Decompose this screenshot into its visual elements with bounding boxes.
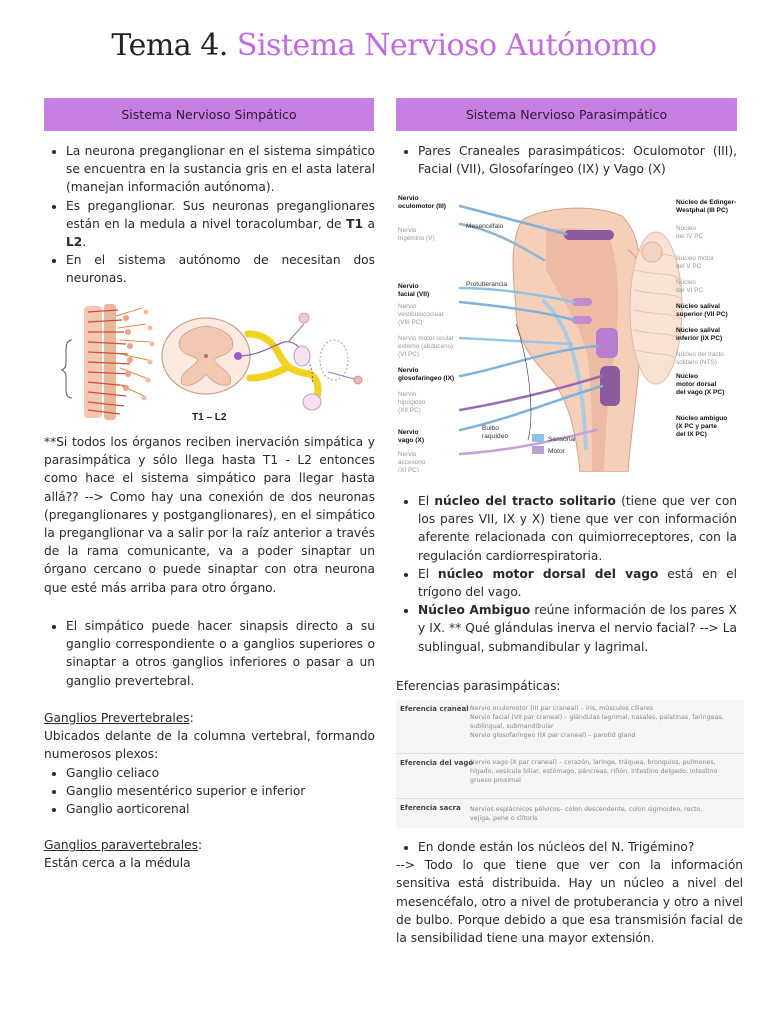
- table-row: [396, 753, 744, 798]
- text-pre: El: [418, 494, 435, 508]
- fig-right-label: Núcleo: [676, 373, 698, 380]
- text-pre: El: [418, 566, 438, 581]
- right-bullet-pares: [396, 142, 737, 178]
- fig-left-label: facial (VII): [398, 291, 430, 298]
- fig-left-label: (XI PC): [398, 467, 419, 472]
- title-topic: Sistema Nervioso Autónomo: [236, 28, 657, 63]
- fig-right-label: inferior (IX PC): [676, 335, 723, 342]
- term-ambiguo: Núcleo Ambiguo: [418, 603, 531, 618]
- para-text: Están cerca a la médula: [44, 856, 191, 871]
- para-colon: :: [197, 838, 203, 853]
- fig-right-label: Núcleo salival: [676, 303, 720, 310]
- bullet-neurona: • La neurona preganglionar en el sistema simpático se encuentra en la sustancia gris en el asta lateral (manejan información autónoma).: [66, 142, 375, 197]
- para-title: Ganglios paravertebrales: [44, 838, 198, 853]
- fig-left-label: Nervio: [398, 195, 419, 202]
- table-line: Nervio facial (VII par craneal) – glándulas lagrimal, nasales, palatinas, faringeas,: [470, 714, 724, 721]
- prev-item: • Ganglio celiaco: [66, 764, 375, 782]
- label-mesencefalo: Mesencéfalo: [466, 223, 504, 230]
- table-line: vejiga, pene o clítoris: [470, 815, 538, 822]
- bullet-tracto-solitario: [418, 492, 737, 565]
- fig-left-label: (XII PC): [398, 407, 421, 414]
- eferencias-title: Eferencias parasimpáticas:: [396, 679, 561, 693]
- t1-label: T1: [346, 216, 363, 231]
- fig-right-label: del V PC: [676, 263, 702, 270]
- sympathetic-figure: [58, 298, 368, 426]
- trigemino-section: [396, 838, 743, 947]
- fig-left-label: trigémino (V): [398, 235, 435, 242]
- bullet-preganglionar: [66, 197, 375, 252]
- legend-motor: Motor: [548, 448, 565, 455]
- fig-left-label: vago (X): [398, 437, 425, 444]
- fig-right-label: Núcleo ambiguo: [676, 415, 728, 422]
- fig-right-label: del IV PC: [676, 233, 703, 240]
- fig-left-label: Nervio: [398, 303, 417, 310]
- table-row-label: Eferencia del vago: [400, 759, 474, 767]
- fig-left-label: glosofaríngeo (IX): [398, 375, 455, 382]
- term-tracto-solitario: núcleo del tracto solitario: [434, 494, 616, 508]
- prev-title: Ganglios Prevertebrales: [44, 711, 190, 725]
- cerebellum: [630, 232, 682, 384]
- fig-right-label: del VI PC: [676, 287, 703, 294]
- text-post: está en el trígono del vago.: [418, 566, 737, 600]
- fig-left-label: externo (abducens): [398, 343, 454, 350]
- table-row-label: Eferencia craneal: [400, 705, 469, 713]
- table-line: Nervio oculomotor (III par craneal) – iris, músculos ciliares: [470, 705, 654, 712]
- table-line: Nervio vago (X par craneal) – corazón, laringe, tráquea, bronquios, pulmones,: [470, 759, 716, 766]
- brainstem-diagram: [396, 190, 744, 472]
- prev-text: Ubicados delante de la columna vertebral, formando numerosos plexos:: [44, 729, 375, 762]
- text-post: (tiene que ver con los pares VII, IX y X) tiene que ver con información aferente relacionada con quimiorreceptores, con la regulación cardiorrespiratoria.: [418, 494, 738, 563]
- right-bullets-nucleos: [396, 492, 737, 656]
- prev-colon: :: [189, 711, 194, 725]
- legend-swatch-motor: [532, 446, 544, 454]
- trigemino-text: --> Todo lo que tiene que ver con la información sensitiva está distribuida. Hay un núcleo a nivel del mesencéfalo, otro a nivel de protuberancia y otro a nivel de bulbo. Porque debido a que esa transmisión facial de la sensibilidad tiene una mayor extensión.: [396, 858, 743, 946]
- left-note: [44, 433, 375, 597]
- label-protuberancia: Protuberancia: [466, 281, 508, 288]
- fig-left-label: Nervio: [398, 429, 419, 436]
- label-raquideo: raquídeo: [482, 433, 509, 440]
- figure-t1-l2-label: T1 – L2: [192, 412, 227, 423]
- fig-right-label: Núcleo salival: [676, 327, 720, 334]
- label-bulbo: Bulbo: [482, 425, 499, 432]
- table-row-label: Eferencia sacra: [400, 804, 461, 812]
- bullet-motor-dorsal: [418, 565, 737, 601]
- fig-left-label: oculomotor (III): [398, 203, 446, 210]
- brainstem-figure: [396, 190, 744, 472]
- table-line: Nervios esplácnicos pélvicos– colon descendente, colon sigmoideo, recto,: [470, 806, 703, 813]
- fig-left-label: Nervio: [398, 227, 417, 234]
- table-row: [396, 700, 744, 752]
- l2-label: L2: [66, 235, 83, 250]
- fig-right-label: Núcleo: [676, 279, 696, 286]
- fig-left-label: accesorio: [398, 459, 426, 466]
- sympathetic-diagram: [58, 298, 368, 426]
- legend-swatch-sensorial: [532, 434, 544, 442]
- prev-item: • Ganglio mesentérico superior e inferior: [66, 782, 375, 800]
- fig-right-label: Núcleo motor: [676, 255, 715, 262]
- table-row: [396, 798, 744, 829]
- spinal-cord-section: [162, 318, 250, 394]
- table-row-text: [470, 704, 740, 740]
- bullet-sinapsis: • El simpático puede hacer sinapsis directo a su ganglio correspondiente o a ganglios superiores o sinaptar a otros ganglios inferiores o pasar a un ganglio prevertebral.: [66, 617, 375, 690]
- left-bullet-sinapsis: [44, 617, 375, 690]
- header-simpatico: Sistema Nervioso Simpático: [44, 98, 374, 131]
- note-paragraph: **Si todos los órganos reciben inervación simpática y parasimpática y sólo llega hasta T1 - L2 entonces como hace el sistema simpático para llegar hasta allá?? --> Como hay una conexión de dos neuronas (preganglionares y postganglionares), en el simpático la preganglionar va a salir por la raíz anterior a través de la rama comunicante, va a poder sinaptar un órgano cercano o puede sinaptar con otra neurona que esté más arriba para otro órgano.: [44, 435, 375, 595]
- fig-right-label: Núcleo del tracto: [676, 351, 724, 358]
- fig-left-label: (VIII PC): [398, 319, 423, 326]
- fig-right-label: del vago (X PC): [676, 389, 725, 396]
- a-word: a: [362, 216, 376, 231]
- eferencias-title-wrap: [396, 677, 737, 695]
- fig-left-label: vestibulococlear: [398, 311, 444, 318]
- fig-right-label: del IX PC): [676, 431, 707, 438]
- table-line: hígado, vesícula biliar, estómago, páncreas, riñón, intestino delgado, intestino: [470, 768, 718, 775]
- fig-right-label: Núcleo: [676, 225, 696, 232]
- prev-item: • Ganglio aorticorenal: [66, 800, 375, 818]
- eferencias-table: [396, 700, 744, 828]
- period: .: [82, 235, 87, 250]
- fig-left-label: Nervio: [398, 283, 419, 290]
- table-line: sublingual, submandibular: [470, 723, 554, 730]
- fig-left-label: Nervio: [398, 391, 417, 398]
- table-row-text: [470, 758, 740, 785]
- table-line: grueso proximal: [470, 777, 521, 784]
- bullet-preganglionar-text: Es preganglionar. Sus neuronas preganglionares están en la medula a nivel toracolumbar, de: [66, 198, 375, 231]
- fig-right-label: Núcleo de Edinger-: [676, 199, 737, 206]
- left-bullets-1: [44, 142, 375, 288]
- bullet-ambiguo: [418, 601, 737, 656]
- text-post: reúne información de los pares X y IX. ** Qué glándulas inerva el nervio facial? --> La sublingual, submandibular y lagrimal.: [418, 603, 738, 654]
- bullet-trigemino: • En donde están los núcleos del N. Trigémino?: [418, 838, 743, 856]
- fig-left-label: Nervio: [398, 367, 419, 374]
- table-line: Nervio glosofaríngeo (IX par craneal) – parotid gland: [470, 732, 636, 739]
- fig-right-label: superior (VII PC): [676, 311, 728, 318]
- fig-right-label: motor dorsal: [676, 381, 717, 388]
- term-motor-dorsal: núcleo motor dorsal del vago: [437, 566, 659, 581]
- fig-left-label: hipogloso: [398, 399, 426, 406]
- bullet-pares: • Pares Craneales parasimpáticos: Oculomotor (III), Facial (VII), Glosofaríngeo (IX) y Vago (X): [418, 142, 737, 178]
- fig-right-label: (X PC y parte: [676, 423, 718, 430]
- fig-right-label: Westphal (III PC): [676, 207, 728, 214]
- legend-sensorial: Sensorial: [548, 436, 576, 443]
- fig-left-label: Nervio motor ocular: [398, 335, 454, 342]
- title-prefix: Tema 4.: [111, 28, 228, 63]
- fig-right-label: solitario (NTS): [676, 359, 717, 366]
- header-parasimpatico: Sistema Nervioso Parasimpático: [396, 98, 737, 131]
- fig-left-label: Nervio: [398, 451, 417, 458]
- page-title: [0, 28, 768, 63]
- bullet-dos-neuronas: • En el sistema autónomo de necesitan dos neuronas.: [66, 251, 375, 287]
- prevertebrales-section: [44, 709, 375, 873]
- fig-left-label: (VI PC): [398, 351, 419, 358]
- table-row-text: [470, 805, 740, 823]
